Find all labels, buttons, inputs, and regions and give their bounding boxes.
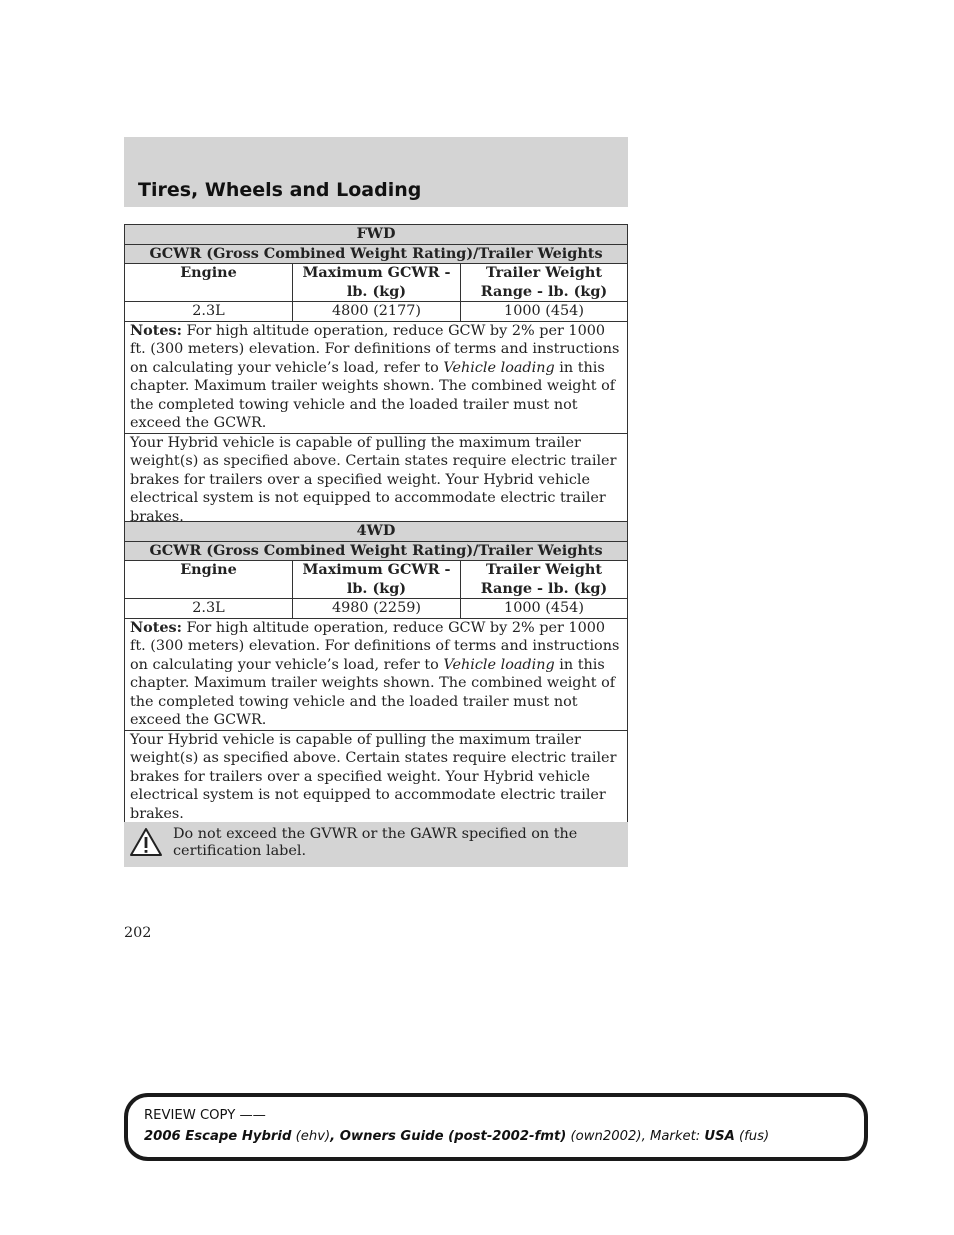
warning-text: Do not exceed the GVWR or the GAWR specified on the certification label. [173, 826, 578, 859]
column-header-gcwr: Maximum GCWR - lb. (kg) [293, 561, 461, 599]
column-header-trailer: Trailer Weight Range - lb. (kg) [461, 561, 628, 599]
review-copy-footer [124, 1093, 868, 1161]
trailer-cell: 1000 (454) [461, 302, 628, 322]
fwd-weights-table [124, 224, 628, 527]
footer-document-info: 2006 Escape Hybrid (ehv), Owners Guide (post-2002-fmt) (own2002), Market: USA (fus) [144, 1129, 770, 1144]
gcwr-cell: 4800 (2177) [293, 302, 461, 322]
engine-cell: 2.3L [125, 599, 293, 619]
column-header-engine: Engine [125, 561, 293, 599]
4wd-weights-table [124, 521, 628, 824]
engine-cell: 2.3L [125, 302, 293, 322]
notes-cell: Notes: For high altitude operation, reduce GCW by 2% per 1000 ft. (300 meters) elevation. For definitions of terms and instructions on calculating your vehicle’s load, refer to Vehicle loading in this chapter. Maximum trailer weights shown. The combined weight of the completed towing vehicle and the loaded trailer must not exceed the GCWR. [125, 618, 628, 730]
drive-label: 4WD [125, 522, 628, 542]
drive-label: FWD [125, 225, 628, 245]
table-row [125, 302, 628, 322]
column-header-trailer: Trailer Weight Range - lb. (kg) [461, 264, 628, 302]
section-title: Tires, Wheels and Loading [138, 179, 422, 201]
gcwr-cell: 4980 (2259) [293, 599, 461, 619]
warning-box [124, 822, 628, 867]
notes-label: Notes: [130, 321, 182, 339]
section-header [124, 137, 628, 207]
table-row [125, 599, 628, 619]
vehicle-loading-reference: Vehicle loading [443, 656, 555, 673]
notes-cell: Notes: For high altitude operation, reduce GCW by 2% per 1000 ft. (300 meters) elevation. For definitions of terms and instructions on calculating your vehicle’s load, refer to Vehicle loading in this chapter. Maximum trailer weights shown. The combined weight of the completed towing vehicle and the loaded trailer must not exceed the GCWR. [125, 321, 628, 433]
table-subtitle: GCWR (Gross Combined Weight Rating)/Trailer Weights [125, 244, 628, 264]
trailer-cell: 1000 (454) [461, 599, 628, 619]
column-header-gcwr: Maximum GCWR - lb. (kg) [293, 264, 461, 302]
notes-label: Notes: [130, 618, 182, 636]
column-header-engine: Engine [125, 264, 293, 302]
page-number: 202 [124, 925, 152, 941]
table-subtitle: GCWR (Gross Combined Weight Rating)/Trailer Weights [125, 541, 628, 561]
hybrid-note-cell: Your Hybrid vehicle is capable of pulling the maximum trailer weight(s) as specified above. Certain states require electric trailer brakes for trailers over a specified weight. Your Hybrid vehicle electrical system is not equipped to accommodate electric trailer brakes. [125, 433, 628, 527]
vehicle-loading-reference: Vehicle loading [443, 359, 555, 376]
footer-review-label: REVIEW COPY —— [144, 1108, 266, 1123]
warning-triangle-icon [129, 827, 163, 857]
hybrid-note-cell: Your Hybrid vehicle is capable of pulling the maximum trailer weight(s) as specified above. Certain states require electric trailer brakes for trailers over a specified weight. Your Hybrid vehicle electrical system is not equipped to accommodate electric trailer brakes. [125, 730, 628, 824]
